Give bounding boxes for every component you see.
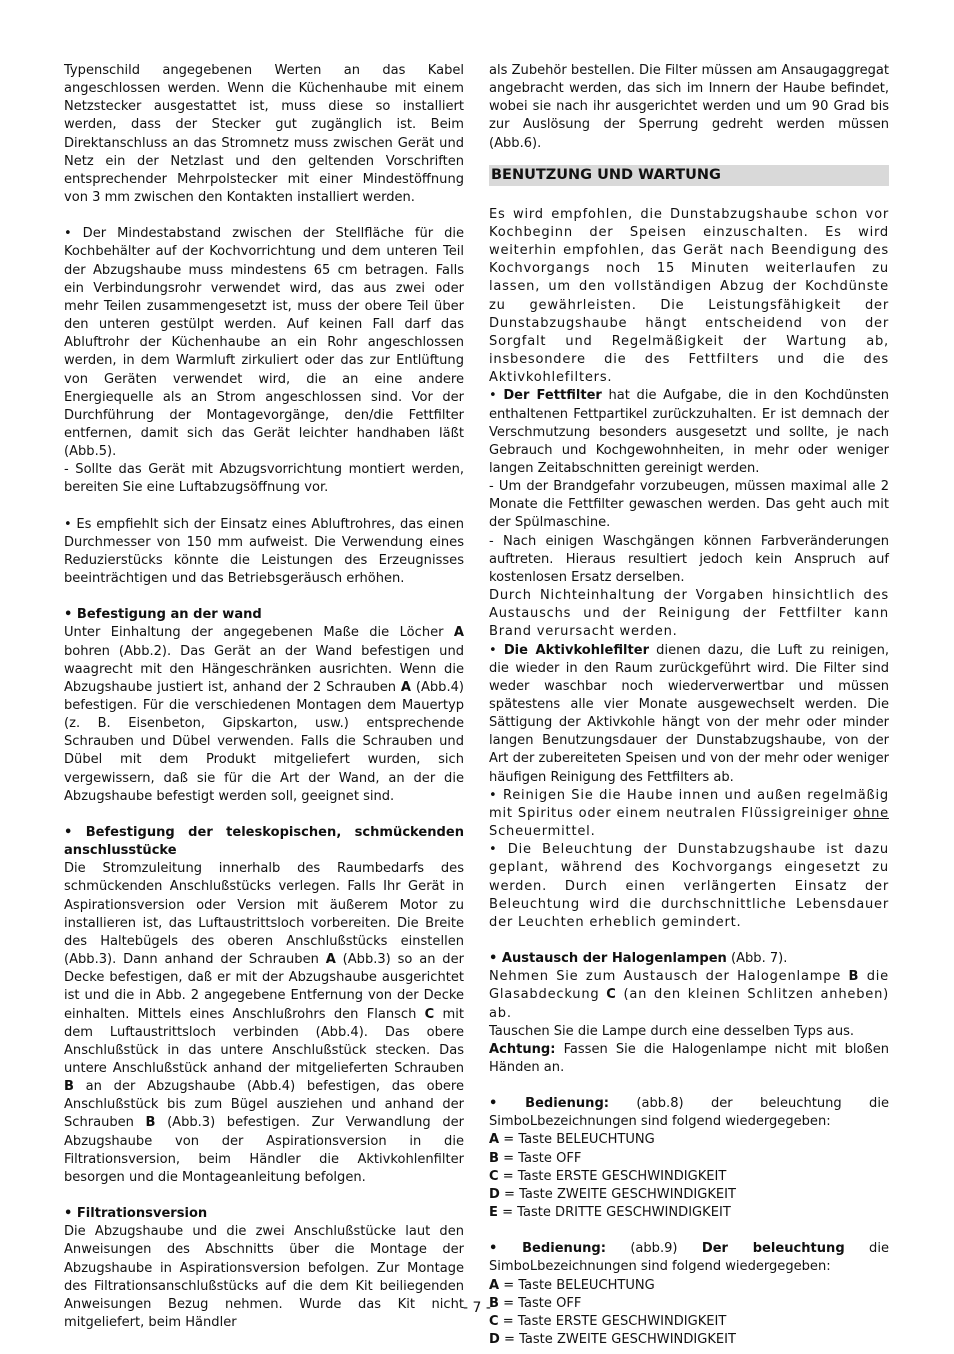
right-column: [489, 62, 889, 1349]
list-item: [489, 1131, 889, 1149]
label-letter: B: [64, 1079, 74, 1095]
paragraph: [489, 787, 889, 841]
text-run: = Taste OFF: [498, 1150, 582, 1166]
paragraph: [64, 860, 464, 1187]
text-run: = Taste ERSTE GESCHWINDIGKEIT: [498, 1168, 727, 1184]
label-letter: A: [453, 625, 464, 641]
paragraph: [489, 968, 889, 1022]
paragraph: [489, 1095, 889, 1131]
list-item: [489, 1277, 889, 1295]
text-run: mit dem Luftaustrittsloch verbinden (Abb.4). Das obere Anschlußstück in das untere Anschlußstück stecken. Das untere Anschlußstück anhand der mitgelieferten Schrauben: [64, 1006, 464, 1076]
text-run: (abb.9): [605, 1241, 702, 1257]
text-run: = Taste BELEUCHTUNG: [499, 1277, 655, 1293]
bold-term: • Bedienung:: [489, 1241, 606, 1257]
subheading-halogen: • Austausch der Halogenlampen: [489, 951, 727, 967]
text-run: = Taste OFF: [498, 1295, 582, 1311]
list-item: [489, 1186, 889, 1204]
paragraph: [489, 387, 889, 478]
text-run: Nehmen Sie zum Austausch der Halogenlampe: [489, 969, 849, 985]
bullet: •: [489, 388, 504, 404]
bold-term: Die Aktivkohlefilter: [503, 642, 650, 658]
paragraph: Typenschild angegebenen Werten an das Kabel angeschlossen werden. Wenn die Küchenhaube mit einem Netzstecker ausgestattet ist, muss diese so installiert werden, dass der Stecker gut zugänglich ist. Beim Direktanschluss an das Stromnetz muss zwischen Gerät und Netz ein der Netzlast und den geltenden Vorschriften entsprechender Mehrpolstecker mit einer Mindestöffnung von 3 mm zwischen den Kontakten installiert werden.: [64, 63, 464, 206]
text-run: (an den kleinen Schlitzen anheben) ab.: [489, 987, 889, 1021]
text-run: (Abb.3) befestigen. Zur Verwandlung der Abzugshaube von der Aspirationsversion in die Filtrationsversion, beim Händler die Aktivkohlenfilter besorgen und die Montageanleitung befolgen.: [64, 1115, 464, 1185]
text-run: Die Stromzuleitung innerhalb des Raumbedarfs des schmückenden Anschlußstücks verlegen. Falls Ihr Gerät in Aspirationsversion oder Version mit äußerem Motor zu installieren ist, das Luftaustrittsloch vorbereiten. Die Breite des Haltebügels des oberen Anschlußstücks einstellen (Abb.3). Dann anhand der Schrauben: [64, 861, 464, 968]
list-item: [489, 1204, 889, 1222]
text-run: hat die Aufgabe, die in den Kochdünsten enthaltenen Fettpartikel zurückzuhalten. Er ist demnach der Verschmutzung besonders ausgesetzt und sollte, je nach Gebrauch und Kochgewohnheiten, in mehr oder weniger langen Zeitabschnitten gereinigt werden.: [489, 388, 889, 476]
paragraph: - Nach einigen Waschgängen können Farbveränderungen auftreten. Hieraus resultiert jedoch kein Anspruch auf kostenlosen Ersatz derselben.: [489, 533, 889, 585]
label-letter: B: [848, 969, 860, 985]
paragraph: [489, 950, 889, 968]
label-letter: A: [489, 1132, 500, 1148]
label-letter: D: [489, 1186, 500, 1202]
text-run: dienen dazu, die Luft zu reinigen, die wieder in den Raum zurückgeführt wird. Die Filter sind weder waschbar noch wiederverwertbar und müssen spätestens alle vier Monate ausgewechselt werden. Die Sättigung der Aktivkohle hängt von der mehr oder minder langen Benutzungsdauer der Dunstabzugshaube, von der Art der zubereiteten Speisen und von der mehr oder weniger häufigen Reinigung des Fettfilters ab.: [489, 642, 890, 785]
text-run: (Abb.4) befestigen. Für die verschiedenen Montagen dem Mauertyp (z. B. Eisenbeton, Gipskarton, usw.) entsprechende Schrauben und Dübel verwenden. Falls die Schrauben und Dübel mit dem Produkt mitgeliefert wurden, sich vergewissern, daß sie für die Art der Wand, an der die Abzugshaube befestigt werden soll, geeignet sind.: [64, 679, 464, 804]
label-letter: D: [489, 1332, 500, 1347]
bold-term: Achtung:: [489, 1041, 556, 1057]
text-run: Fassen Sie die Halogenlampe nicht mit bloßen Händen an.: [489, 1041, 889, 1075]
bold-term: Der beleuchtung: [701, 1241, 845, 1257]
label-letter: A: [325, 952, 336, 968]
text-run: = Taste ZWEITE GESCHWINDIGKEIT: [499, 1332, 736, 1347]
paragraph: - Um der Brandgefahr vorzubeugen, müssen maximal alle 2 Monate die Fettfilter gewaschen werden. Das geht auch mit der Spülmaschine.: [489, 479, 889, 531]
label-letter: C: [489, 1168, 499, 1184]
label-letter: E: [489, 1205, 498, 1221]
list-item: [489, 1150, 889, 1168]
section-title: BENUTZUNG UND WARTUNG: [489, 165, 889, 186]
text-run: die Glasabdeckung: [489, 969, 889, 1003]
paragraph: Durch Nichteinhaltung der Vorgaben hinsichtlich des Austauschs und der Reinigung der Fettfilter kann Brand verursacht werden.: [489, 588, 889, 640]
underlined-word: ohne: [853, 805, 889, 821]
text-run: an der Abzugshaube (Abb.4) befestigen, das obere Anschlußstück bis zum Bügel ausziehen und anhand der Schrauben: [64, 1079, 464, 1131]
paragraph: [64, 624, 464, 806]
subheading-filtration: • Filtrationsversion: [64, 1206, 208, 1222]
label-letter: A: [400, 679, 412, 695]
text-run: = Taste ZWEITE GESCHWINDIGKEIT: [499, 1186, 736, 1202]
text-run: Scheuermittel.: [489, 824, 596, 840]
paragraph: [489, 1240, 889, 1276]
bold-term: Der Fettfilter: [503, 388, 602, 404]
text-run: (abb.8) der beleuchtung die SimboLbezeichnungen sind folgend wiedergegeben:: [489, 1096, 889, 1130]
paragraph: Die Abzugshaube und die zwei Anschlußstücke laut den Anweisungen des Abschnitts über die Montage der Abzugshaube in Aspirationsversion befolgen. Zur Montage des Filtrationsanschlußstücks auf die dem Kit beiliegenden Anweisungen Bezug nehmen. Wurde das Kit nicht mitgeliefert, beim Händler: [64, 1224, 464, 1330]
text-run: die SimboLbezeichnungen sind folgend wiedergegeben:: [489, 1241, 889, 1275]
subheading-telescopic-fittings: • Befestigung der teleskopischen, schmückenden anschlusstücke: [64, 824, 464, 859]
bullet: •: [489, 642, 504, 658]
label-letter: A: [489, 1277, 500, 1293]
paragraph: Tauschen Sie die Lampe durch eine desselben Typs aus.: [489, 1023, 855, 1039]
left-column: [64, 62, 464, 1332]
text-run: (Abb.3) so an der Decke befestigen, daß er mit der Abzugshaube ausgerichtet ist und die in Abb. 2 angegebene Entfernung von der Decke einhalten. Mittels eines Anschlußrohrs den Flansch: [64, 952, 464, 1022]
label-letter: B: [145, 1115, 156, 1131]
text-run: Unter Einhaltung der angegebenen Maße die Löcher: [64, 625, 454, 641]
page-number: - 7 -: [463, 1300, 491, 1316]
paragraph: • Der Mindestabstand zwischen der Stellfläche für die Kochbehälter auf der Kochvorrichtung und dem unteren Teil der Abzugshaube muss mindestens 65 cm betragen. Falls ein Verbindungsrohr verwendet wird, das aus zwei oder mehr Teilen zusammengesetzt ist, muss der obere Teil über den unteren gestülpt werden. Auf keinen Fall darf das Abluftrohr der Küchenhaube an ein Rohr angeschlossen werden, in dem Warmluft zirkuliert oder das zur Entlüftung von Geräten verwendet wird, die an eine andere Energiequelle als an Strom angeschlossen sind. Vor der Durchführung der Montagevorgänge, den/die Fettfilter entfernen, damit sich das Gerät leichter handhaben läßt (Abb.5).: [64, 226, 464, 460]
paragraph: - Sollte das Gerät mit Abzugsvorrichtung montiert werden, bereiten Sie eine Luftabzugsöffnung vor.: [64, 462, 464, 496]
paragraph: als Zubehör bestellen. Die Filter müssen am Ansaugaggregat angebracht werden, das sich im Innern der Haube befindet, wobei sie nach ihr ausgerichtet werden und um 90 Grad bis zur Auslösung der Sperrung gedreht werden müssen (Abb.6).: [489, 63, 889, 151]
paragraph: • Die Beleuchtung der Dunstabzugshaube ist dazu geplant, während des Kochvorgangs eingesetzt zu werden. Durch einen verlängerten Einsatz der Beleuchtung wird die durchschnittliche Lebensdauer der Leuchten erheblich gemindert.: [489, 842, 889, 930]
list-item: [489, 1168, 889, 1186]
text-run: • Reinigen Sie die Haube innen und außen regelmäßig mit Spiritus oder einem neutralen Flüssigreiniger: [489, 787, 889, 821]
text-run: = Taste BELEUCHTUNG: [499, 1132, 655, 1148]
bold-term: • Bedienung:: [489, 1096, 610, 1112]
paragraph: [489, 642, 889, 787]
text-run: (Abb. 7).: [726, 951, 788, 967]
paragraph: • Es empfiehlt sich der Einsatz eines Abluftrohres, das einen Durchmesser von 150 mm aufweist. Die Verwendung eines Reduzierstücks könnte die Leistungen des Erzeugnisses beeinträchtigen und das Betriebsgeräusch erhöhen.: [64, 516, 464, 587]
list-item: [489, 1331, 889, 1349]
paragraph: [489, 1041, 889, 1077]
paragraph: Es wird empfohlen, die Dunstabzugshaube schon vor Kochbeginn der Speisen einzuschalten. Es wird weiterhin empfohlen, das Gerät nach Beendigung des Kochvorgangs noch 15 Minuten weiterlaufen zu lassen, um den vollständigen Abzug der Kochdünste zu gewährleisten. Die Leistungsfähigkeit der Dunstabzugshaube hängt entscheidend von der Sorgfalt und Regelmäßigkeit der Wartung ab, insbesondere die des Fettfilters und die des Aktivkohlefilters.: [489, 206, 889, 386]
text-run: = Taste DRITTE GESCHWINDIGKEIT: [497, 1205, 731, 1221]
label-letter: C: [489, 1313, 499, 1329]
text-run: bohren (Abb.2). Das Gerät an der Wand befestigen und waagrecht mit den Hängeschränken ausrichten. Wenn die Abzugshaube justiert ist, anhand der 2 Schrauben: [64, 643, 464, 695]
subheading-wall-mounting: • Befestigung an der wand: [64, 607, 262, 623]
label-letter: B: [489, 1150, 499, 1166]
label-letter: B: [489, 1295, 499, 1311]
text-run: = Taste ERSTE GESCHWINDIGKEIT: [498, 1313, 727, 1329]
control-list-fig8: [489, 1131, 889, 1222]
label-letter: C: [606, 987, 617, 1003]
label-letter: C: [424, 1006, 435, 1022]
